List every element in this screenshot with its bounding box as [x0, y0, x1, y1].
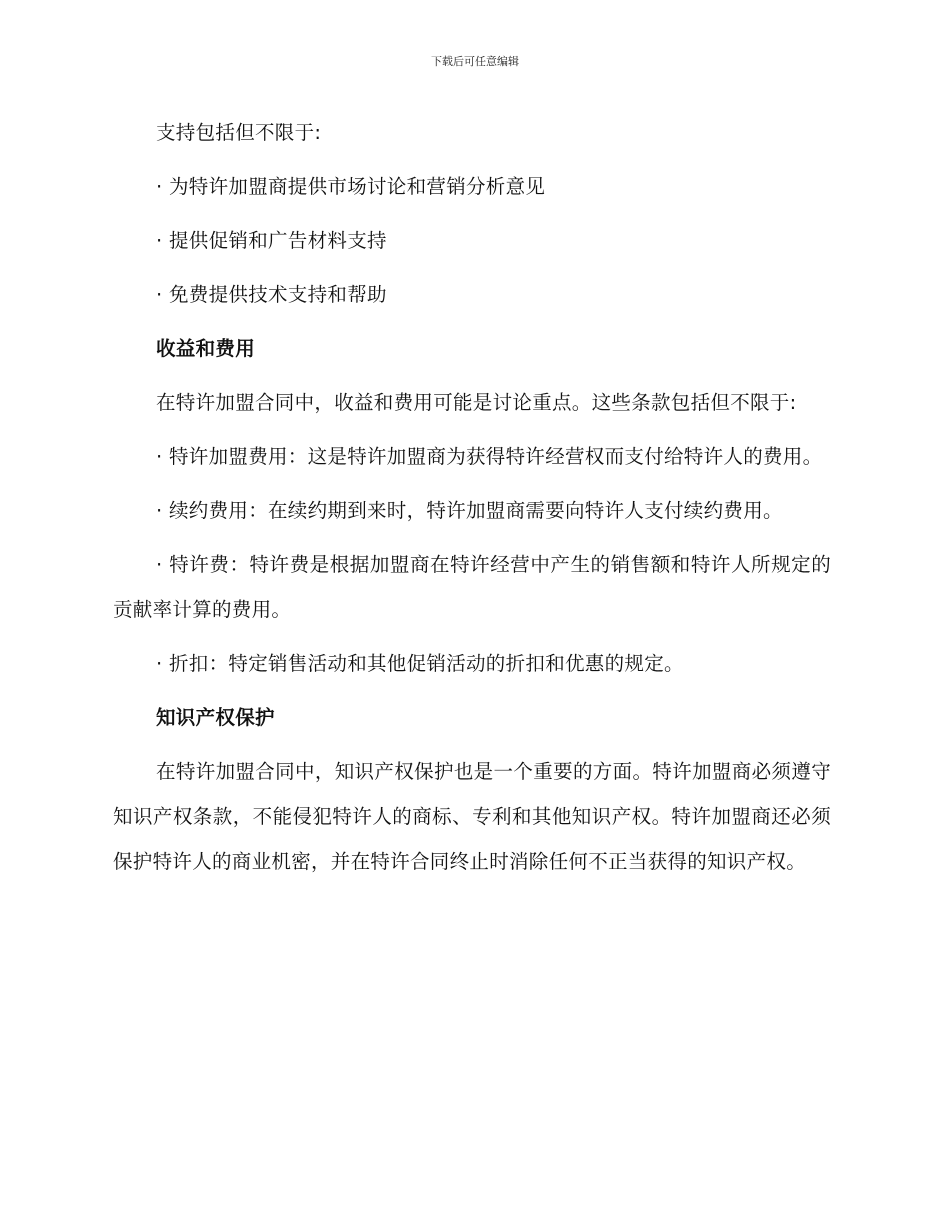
fee-item-discount: · 折扣：特定销售活动和其他促销活动的折扣和优惠的规定。	[156, 652, 684, 675]
fee-item-franchise-fee: · 特许加盟费用：这是特许加盟商为获得特许经营权而支付给特许人的费用。	[156, 445, 823, 468]
support-list-item-market: · 为特许加盟商提供市场讨论和营销分析意见	[156, 175, 546, 198]
section-heading-ip-protection: 知识产权保护	[156, 706, 275, 729]
support-intro-paragraph: 支持包括但不限于:	[156, 121, 322, 144]
section-heading-revenue-fees: 收益和费用	[156, 337, 256, 360]
revenue-fees-intro-paragraph: 在特许加盟合同中，收益和费用可能是讨论重点。这些条款包括但不限于:	[156, 391, 797, 414]
page-header-note: 下载后可任意编辑	[431, 55, 519, 68]
document-body	[113, 110, 831, 893]
ip-protection-paragraph: 在特许加盟合同中，知识产权保护也是一个重要的方面。特许加盟商必须遵守知识产权条款，不能侵犯特许人的商标、专利和其他知识产权。特许加盟商还必须保护特许人的商业机密，并在特许合同终止时消除任何不正当获得的知识产权。	[113, 760, 831, 873]
support-list-item-technical: · 免费提供技术支持和帮助	[156, 283, 387, 306]
fee-item-royalty: · 特许费：特许费是根据加盟商在特许经营中产生的销售额和特许人所规定的贡献率计算的费用。	[113, 553, 831, 621]
fee-item-renewal-fee: · 续约费用：在续约期到来时，特许加盟商需要向特许人支付续约费用。	[156, 499, 783, 522]
support-list-item-promotion: · 提供促销和广告材料支持	[156, 229, 387, 252]
